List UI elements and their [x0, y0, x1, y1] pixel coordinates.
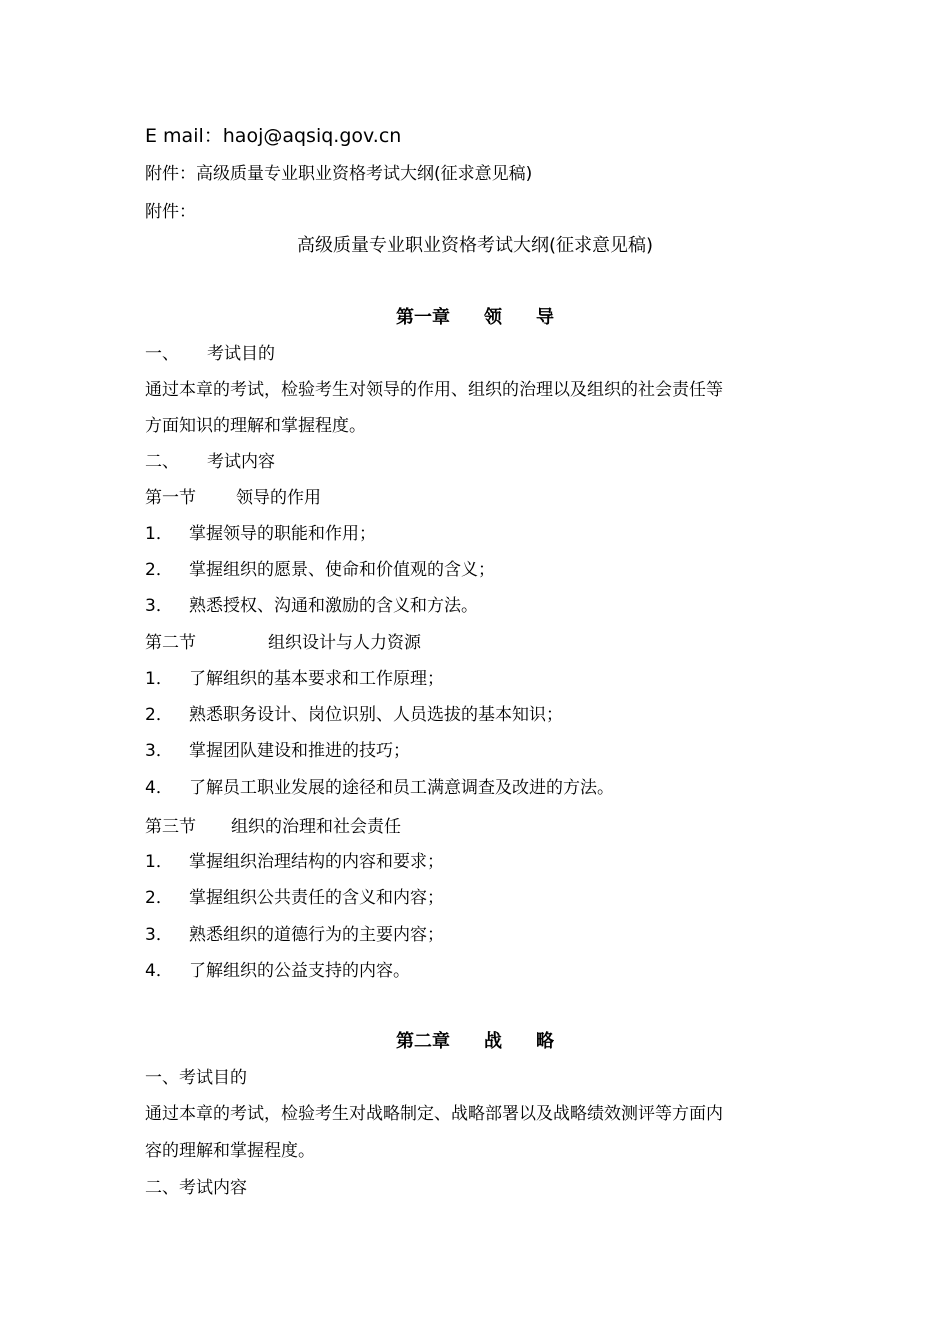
email-label: E mail： [145, 125, 223, 147]
list-item [145, 923, 444, 947]
item-number: 1． [145, 524, 173, 544]
list-item [145, 850, 444, 874]
paragraph-line: 方面知识的理解和掌握程度。 [145, 416, 366, 436]
item-text: 掌握组织的愿景、使命和价值观的含义； [189, 560, 495, 580]
item-number: 3． [145, 925, 173, 945]
heading-number: 二、 [145, 452, 179, 472]
list-item [145, 522, 376, 546]
section-heading [145, 631, 421, 655]
section-number: 第三节 [145, 817, 196, 837]
item-text: 掌握组织公共责任的含义和内容； [189, 888, 444, 908]
item-number: 1． [145, 669, 173, 689]
section-heading [145, 815, 401, 839]
email-address[interactable]: haoj@aqsiq.gov.cn [222, 125, 402, 147]
chapter-title-char: 略 [536, 1031, 554, 1052]
list-item [145, 776, 614, 800]
list-item [145, 703, 563, 727]
chapter-1-heading [0, 306, 950, 330]
item-number: 1． [145, 852, 173, 872]
item-text: 了解组织的基本要求和工作原理； [189, 669, 444, 689]
item-number: 3． [145, 741, 173, 761]
item-text: 熟悉授权、沟通和激励的含义和方法。 [189, 596, 478, 616]
email-line [145, 124, 401, 148]
document-title: 高级质量专业职业资格考试大纲(征求意见稿) [296, 235, 654, 256]
chapter-1-purpose-heading [145, 342, 275, 366]
heading-text: 考试内容 [207, 452, 275, 472]
paragraph-line: 容的理解和掌握程度。 [145, 1141, 315, 1161]
chapter-1-content-heading [145, 450, 275, 474]
section-title: 组织设计与人力资源 [268, 633, 421, 653]
item-text: 掌握领导的职能和作用； [189, 524, 376, 544]
section-number: 第一节 [145, 488, 196, 508]
chapter-2-heading [0, 1030, 950, 1054]
chapter-number: 第一章 [396, 307, 450, 328]
item-text: 掌握组织治理结构的内容和要求； [189, 852, 444, 872]
chapter-number: 第二章 [396, 1031, 450, 1052]
item-number: 4． [145, 778, 173, 798]
chapter-title-char: 领 [484, 307, 502, 328]
chapter-2-purpose-heading: 一、考试目的 [145, 1068, 247, 1088]
item-text: 掌握团队建设和推进的技巧； [189, 741, 410, 761]
section-title: 领导的作用 [236, 488, 321, 508]
item-text: 熟悉组织的道德行为的主要内容； [189, 925, 444, 945]
item-text: 了解组织的公益支持的内容。 [189, 961, 410, 981]
list-item [145, 594, 478, 618]
list-item [145, 886, 444, 910]
item-number: 4． [145, 961, 173, 981]
item-number: 2． [145, 888, 173, 908]
paragraph-line: 通过本章的考试，检验考生对战略制定、战略部署以及战略绩效测评等方面内 [145, 1104, 723, 1124]
attachment-label: 附件： [145, 202, 196, 222]
item-number: 2． [145, 560, 173, 580]
attachment-line: 附件：高级质量专业职业资格考试大纲(征求意见稿) [145, 164, 533, 184]
list-item [145, 558, 495, 582]
paragraph-line: 通过本章的考试，检验考生对领导的作用、组织的治理以及组织的社会责任等 [145, 380, 723, 400]
chapter-title-char: 战 [484, 1031, 502, 1052]
section-heading [145, 486, 321, 510]
item-text: 熟悉职务设计、岗位识别、人员选拔的基本知识； [189, 705, 563, 725]
section-number: 第二节 [145, 633, 196, 653]
item-text: 了解员工职业发展的途径和员工满意调查及改进的方法。 [189, 778, 614, 798]
chapter-2-content-heading: 二、考试内容 [145, 1178, 247, 1198]
list-item [145, 959, 410, 983]
chapter-title-char: 导 [536, 307, 554, 328]
heading-text: 考试目的 [207, 344, 275, 364]
section-title: 组织的治理和社会责任 [231, 817, 401, 837]
list-item [145, 739, 410, 763]
heading-number: 一、 [145, 344, 179, 364]
item-number: 2． [145, 705, 173, 725]
item-number: 3． [145, 596, 173, 616]
list-item [145, 667, 444, 691]
